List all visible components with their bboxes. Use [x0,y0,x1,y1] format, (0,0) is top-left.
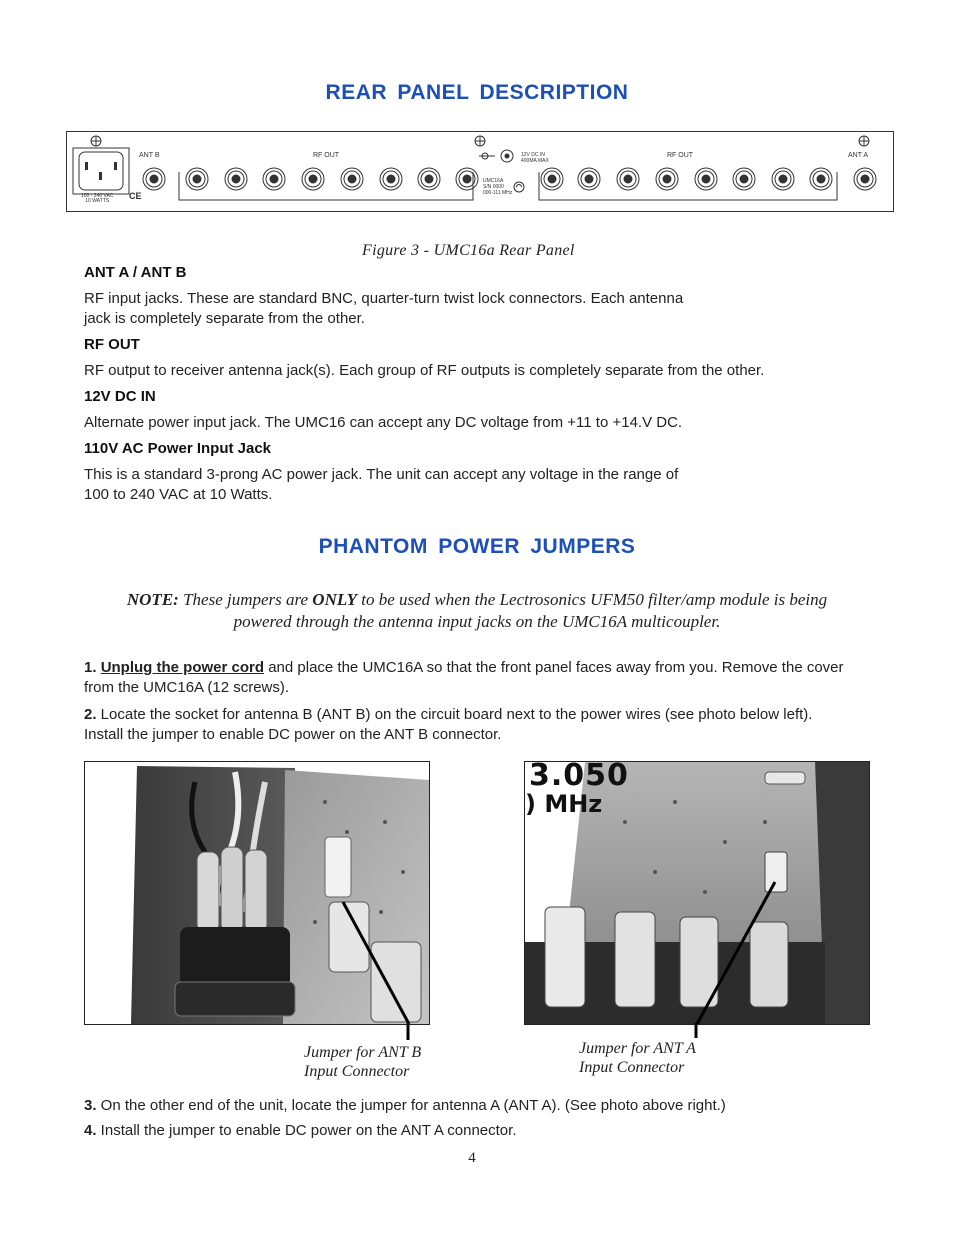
heading-ant: ANT A / ANT B [84,264,187,281]
caption-ant-b [304,1043,421,1081]
caption-ant-b-line1: Jumper for ANT B [304,1044,422,1061]
text-ant-line1: RF input jacks. These are standard BNC, quarter-turn twist lock connectors. Each antenna [84,290,684,307]
text-rf-out: RF output to receiver antenna jack(s). Each group of RF outputs is completely separate from the other. [84,362,765,379]
handwritten-frequency: 3.050 [529,761,629,793]
text-dc-in: Alternate power input jack. The UMC16 can accept any DC voltage from +11 to +14.V DC. [84,414,683,431]
power-rating-line1: 100 - 240 VAC [81,193,114,199]
step-4-text: Install the jumper to enable DC power on the ANT A connector. [96,1122,517,1139]
ant-a-label: ANT A [848,152,869,159]
caption-ant-b-line2: Input Connector [304,1063,410,1080]
note-label: NOTE: [126,590,179,609]
note-line2: powered through the antenna input jacks on the UMC16A multicoupler. [233,612,721,631]
power-rating-line2: 10 WATTS [85,198,110,204]
step-1-emphasis: Unplug the power cord [100,659,265,676]
step-2-text: Locate the socket for antenna B (ANT B) on the circuit board next to the power wires (see photo below left). [96,706,813,723]
note-only: ONLY [312,590,357,609]
step-3 [84,1096,884,1116]
step-1-rest: and place the UMC16A so that the front panel faces away from you. Remove the cover [264,659,844,676]
rf-out-left-label: RF OUT [313,152,340,159]
caption-ant-a [579,1039,696,1077]
ant-b-label: ANT B [139,152,160,159]
rf-out-right-label: RF OUT [667,152,694,159]
step-1-line2: from the UMC16A (12 screws). [84,679,290,696]
step-3-number: 3. [84,1097,97,1114]
text-ac-line1: This is a standard 3-prong AC power jack. The unit can accept any voltage in the range of [84,466,679,483]
phantom-power-title: PHANTOM POWER JUMPERS [318,535,636,558]
caption-ant-a-line2: Input Connector [579,1059,685,1076]
rear-panel-title: REAR PANEL DESCRIPTION [325,81,629,104]
note-part2: to be used when the Lectrosonics UFM50 filter/amp module is being [361,590,828,609]
serial-text: S/N 0000 [483,184,504,190]
heading-ac-power: 110V AC Power Input Jack [84,440,272,457]
step-4 [84,1121,884,1141]
step-2-line2: Install the jumper to enable DC power on the ANT B connector. [84,726,502,743]
heading-dc-in: 12V DC IN [84,388,156,405]
text-ant-line2: jack is completely separate from the other. [84,310,365,327]
step-1-number: 1. [84,659,97,676]
page-number: 4 [468,1150,476,1166]
step-4-number: 4. [84,1122,97,1139]
handwritten-mhz: ) MHz [525,790,603,818]
model-text: UMC16A [483,178,504,184]
text-ac-line2: 100 to 240 VAC at 10 Watts. [84,486,273,503]
step-2-number: 2. [84,706,97,723]
dc-in-text: 12V DC IN [521,152,545,158]
step-3-text: On the other end of the unit, locate the jumper for antenna A (ANT A). (See photo above right.) [96,1097,726,1114]
note-part1: These jumpers are [183,590,309,609]
heading-rf-out: RF OUT [84,336,140,353]
figure-caption: Figure 3 - UMC16a Rear Panel [362,242,575,259]
freq-text: 000-111 MHz [483,190,513,196]
caption-ant-a-line1: Jumper for ANT A [579,1040,696,1057]
ce-mark: CE [129,191,142,201]
dc-max-text: 400MA MAX [521,158,549,164]
